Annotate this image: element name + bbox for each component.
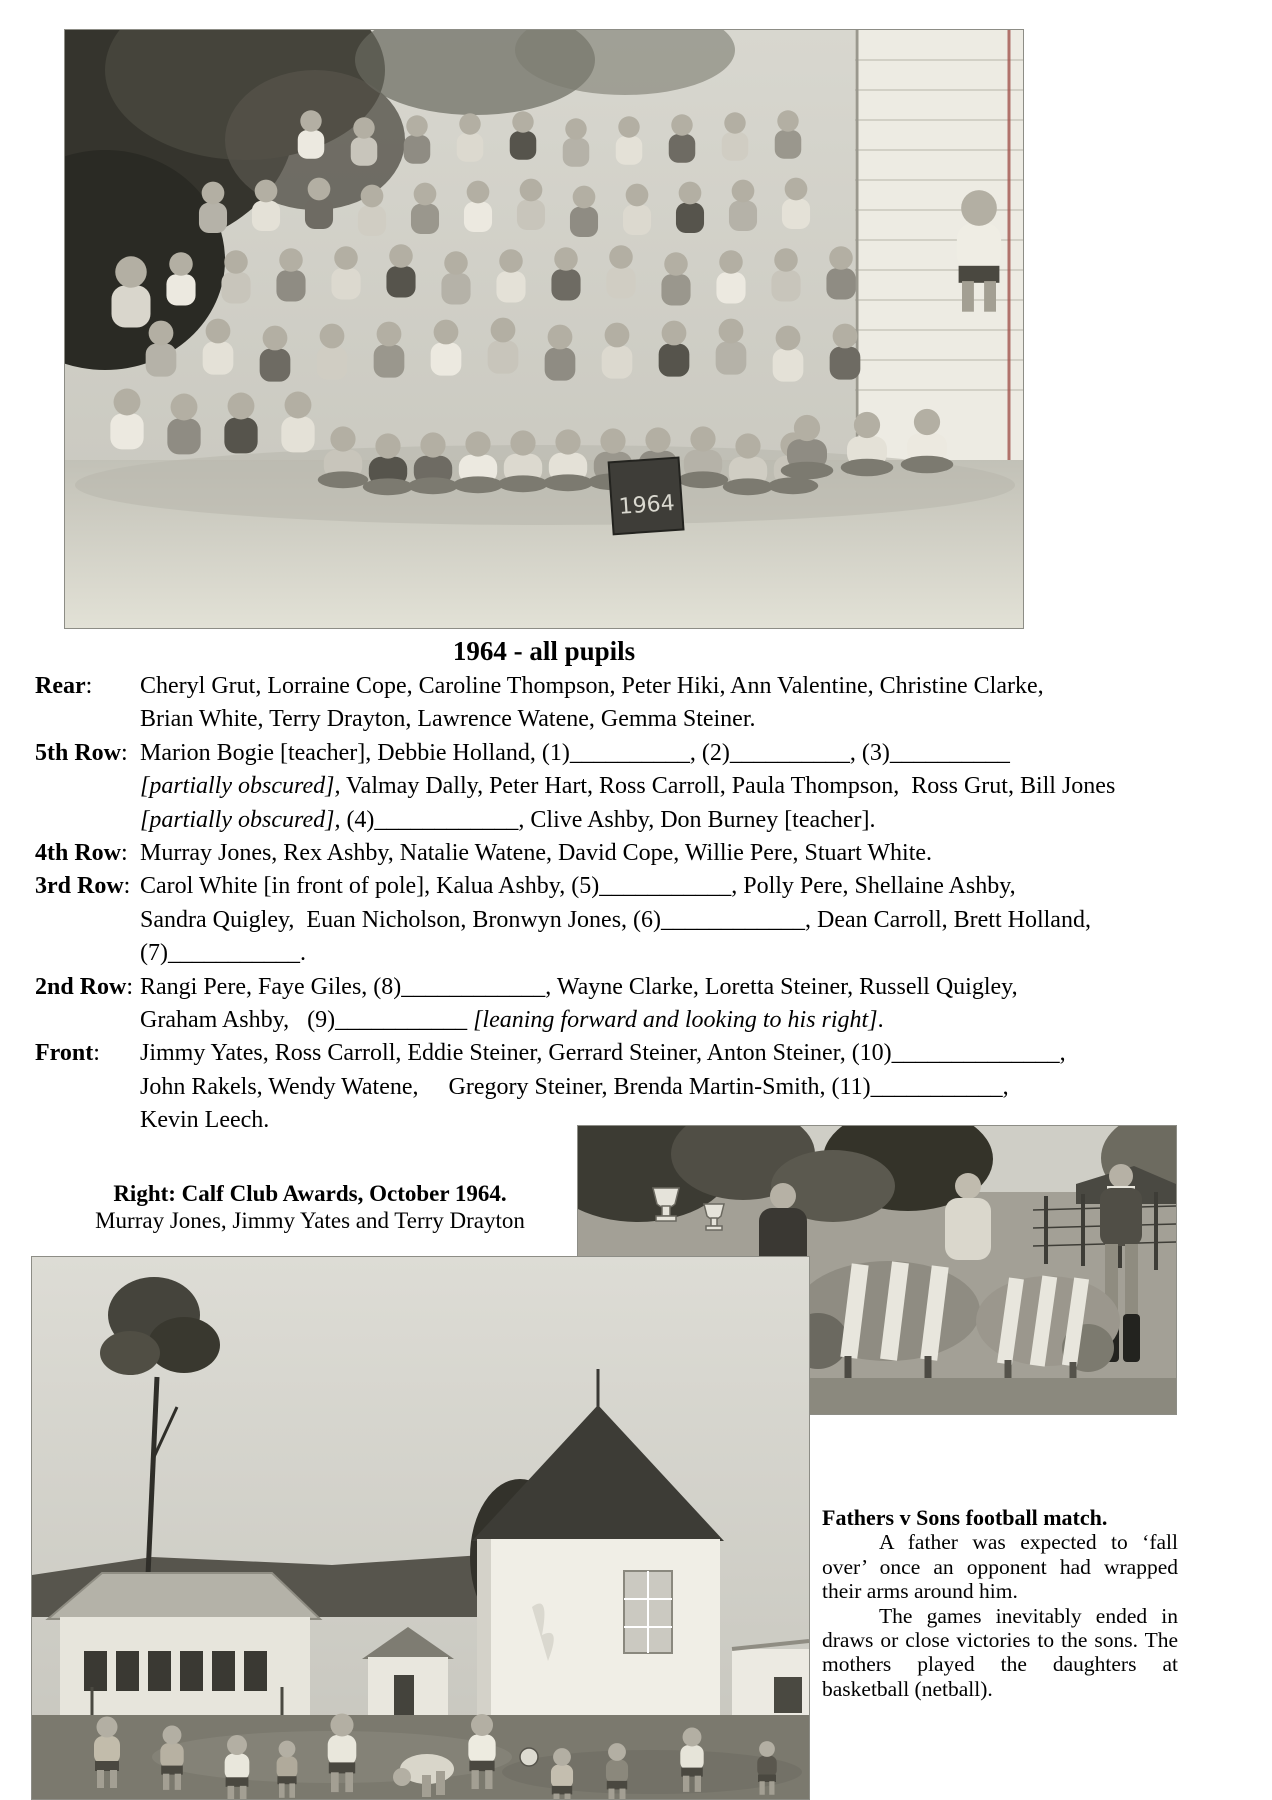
calf-club-caption	[60, 1180, 560, 1234]
pupil-line: Kevin Leech.	[140, 1107, 270, 1134]
pupil-row	[35, 971, 1245, 1038]
football-paragraph-1: A father was expected to ‘fall over’ once an opponent had wrapped their arms around him.	[822, 1530, 1178, 1604]
class-photo-1964	[64, 29, 1024, 629]
football-text-title: Fathers v Sons football match.	[822, 1505, 1108, 1530]
pupil-line: Sandra Quigley, Euan Nicholson, Bronwyn Jones, (6)____________, Dean Carroll, Brett Holland,	[140, 906, 1091, 933]
pupils-name-list	[35, 670, 1245, 1138]
pupil-line: Jimmy Yates, Ross Carroll, Eddie Steiner, Gerrard Steiner, Anton Steiner, (10)______________,	[140, 1040, 1066, 1067]
row-label: Front:	[35, 1040, 100, 1067]
row-label: Rear:	[35, 673, 93, 699]
football-photo-illustration	[32, 1257, 809, 1799]
pupil-row	[35, 737, 1245, 837]
football-paragraph-2: The games inevitably ended in draws or close victories to the sons. The mothers played the daughters at basketball (netball).	[822, 1603, 1178, 1701]
pupil-line: Murray Jones, Rex Ashby, Natalie Watene, David Cope, Willie Pere, Stuart White.	[140, 840, 933, 867]
pupil-line: [partially obscured], (4)____________, Clive Ashby, Don Burney [teacher].	[140, 806, 876, 833]
class-photo-illustration	[65, 30, 1023, 628]
pupil-line: John Rakels, Wendy Watene, Gregory Steiner, Brenda Martin-Smith, (11)___________,	[140, 1073, 1009, 1100]
ball	[520, 1748, 538, 1766]
row-label: 4th Row:	[35, 840, 128, 867]
row-label: 2nd Row:	[35, 973, 134, 1000]
pupil-line: Cheryl Grut, Lorraine Cope, Caroline Thompson, Peter Hiki, Ann Valentine, Christine Clarke,	[140, 673, 1044, 699]
row-label: 5th Row:	[35, 739, 128, 766]
pupil-line: Brian White, Terry Drayton, Lawrence Watene, Gemma Steiner.	[140, 706, 756, 733]
pupil-row	[35, 870, 1245, 970]
calf-caption-title: Right: Calf Club Awards, October 1964.	[113, 1181, 507, 1206]
row-label: 3rd Row:	[35, 873, 131, 900]
pupil-line: Marion Bogie [teacher], Debbie Holland, (1)__________, (2)__________, (3)__________	[140, 739, 1010, 766]
year-sign-text: 1964	[617, 490, 676, 520]
pupil-row	[35, 670, 1245, 737]
pupil-line: [partially obscured], Valmay Dally, Peter Hart, Ross Carroll, Paula Thompson, Ross Grut, Bill Jones	[140, 773, 1116, 800]
pupil-line: Graham Ashby, (9)___________ [leaning forward and looking to his right].	[140, 1007, 884, 1034]
pupil-line: Rangi Pere, Faye Giles, (8)____________, Wayne Clarke, Loretta Steiner, Russell Quigley,	[140, 973, 1018, 1000]
football-text-block	[822, 1506, 1178, 1701]
pupil-row	[35, 1037, 1245, 1137]
page-title: 1964 - all pupils	[452, 636, 636, 666]
football-match-photo	[31, 1256, 810, 1800]
calf-caption-names: Murray Jones, Jimmy Yates and Terry Drayton	[95, 1208, 525, 1233]
pupil-line: Carol White [in front of pole], Kalua Ashby, (5)___________, Polly Pere, Shellaine Ashby,	[140, 873, 1016, 900]
pupil-line: (7)___________.	[140, 940, 306, 967]
year-sign	[609, 458, 684, 535]
pupil-row	[35, 837, 1245, 870]
